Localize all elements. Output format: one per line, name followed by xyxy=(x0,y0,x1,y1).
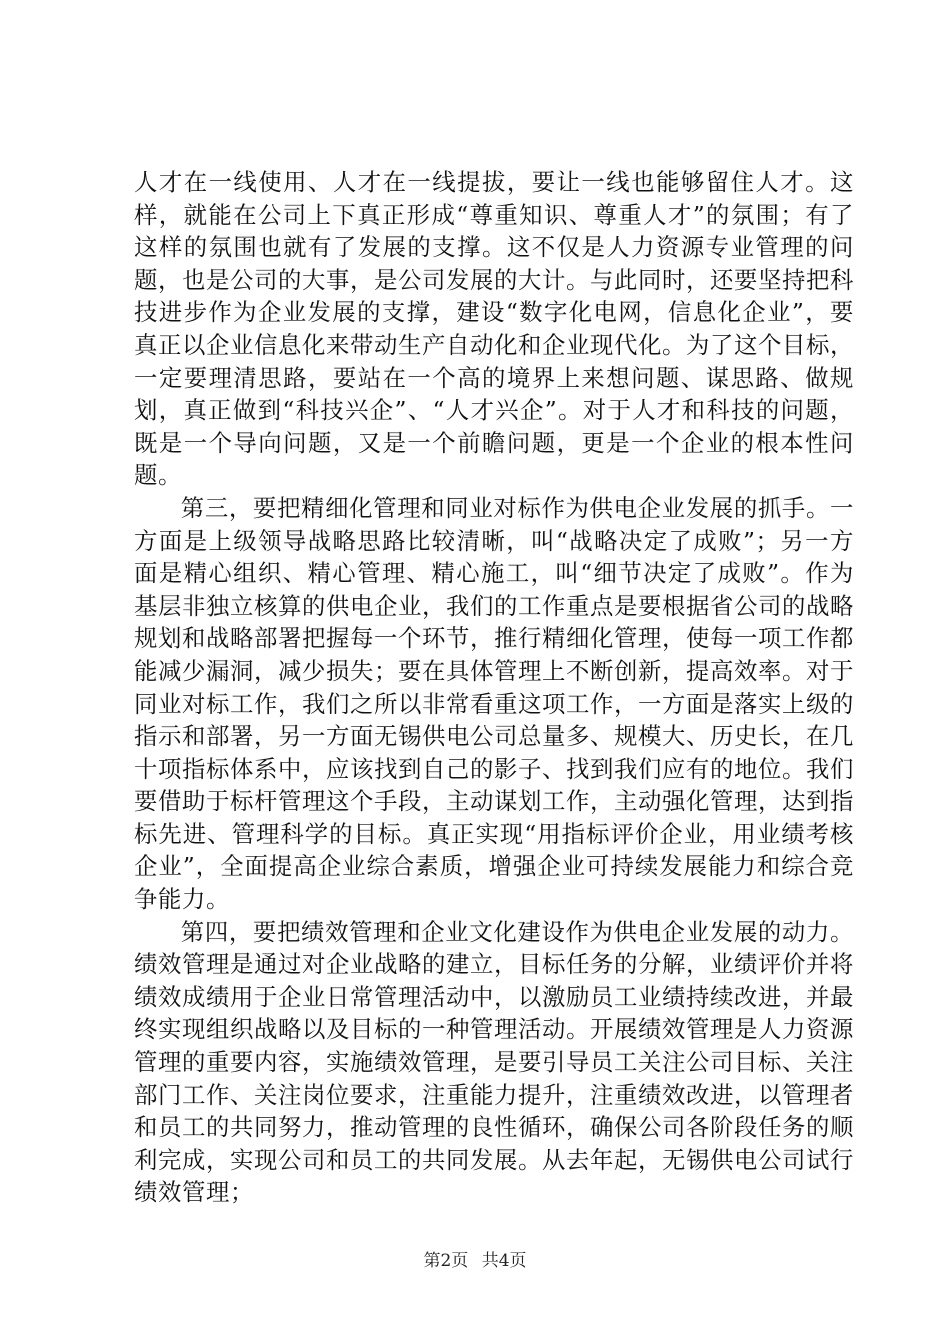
page-footer xyxy=(0,1246,950,1271)
paragraph-3: 第四，要把绩效管理和企业文化建设作为供电企业发展的动力。绩效管理是通过对企业战略的建立，目标任务的分解，业绩评价并将绩效成绩用于企业日常管理活动中，以激励员工业绩持续改进，并最终实现组织战略以及目标的一种管理活动。开展绩效管理是人力资源管理的重要内容，实施绩效管理，是要引导员工关注公司目标、关注部门工作、关注岗位要求，注重能力提升，注重绩效改进，以管理者和员工的共同努力，推动管理的良性循环，确保公司各阶段任务的顺利完成，实现公司和员工的共同发展。从去年起，无锡供电公司试行绩效管理； xyxy=(134,917,854,1207)
paragraph-2: 第三，要把精细化管理和同业对标作为供电企业发展的抓手。一方面是上级领导战略思路比较清晰，叫“战略决定了成败”；另一方面是精心组织、精心管理、精心施工，叫“细节决定了成败”。作为基层非独立核算的供电企业，我们的工作重点是要根据省公司的战略规划和战略部署把握每一个环节，推行精细化管理，使每一项工作都能减少漏洞，减少损失；要在具体管理上不断创新，提高效率。对于同业对标工作，我们之所以非常看重这项工作，一方面是落实上级的指示和部署，另一方面无锡供电公司总量多、规模大、历史长，在几十项指标体系中，应该找到自己的影子、找到我们应有的地位。我们要借助于标杆管理这个手段，主动谋划工作，主动强化管理，达到指标先进、管理科学的目标。真正实现“用指标评价企业，用业绩考核企业”，全面提高企业综合素质，增强企业可持续发展能力和综合竞争能力。 xyxy=(134,493,854,914)
page-total: 共4页 xyxy=(481,1251,527,1271)
document-body xyxy=(134,166,854,1209)
paragraph-1: 人才在一线使用、人才在一线提拔，要让一线也能够留住人才。这样，就能在公司上下真正形成“尊重知识、尊重人才”的氛围；有了这样的氛围也就有了发展的支撑。这不仅是人力资源专业管理的问题，也是公司的大事，是公司发展的大计。与此同时，还要坚持把科技进步作为企业发展的支撑，建设“数字化电网，信息化企业”，要真正以企业信息化来带动生产自动化和企业现代化。为了这个目标，一定要理清思路，要站在一个高的境界上来想问题、谋思路、做规划，真正做到“科技兴企”、“人才兴企”。对于人才和科技的问题，既是一个导向问题，又是一个前瞻问题，更是一个企业的根本性问题。 xyxy=(134,168,854,490)
page-number: 第2页 xyxy=(423,1251,469,1271)
